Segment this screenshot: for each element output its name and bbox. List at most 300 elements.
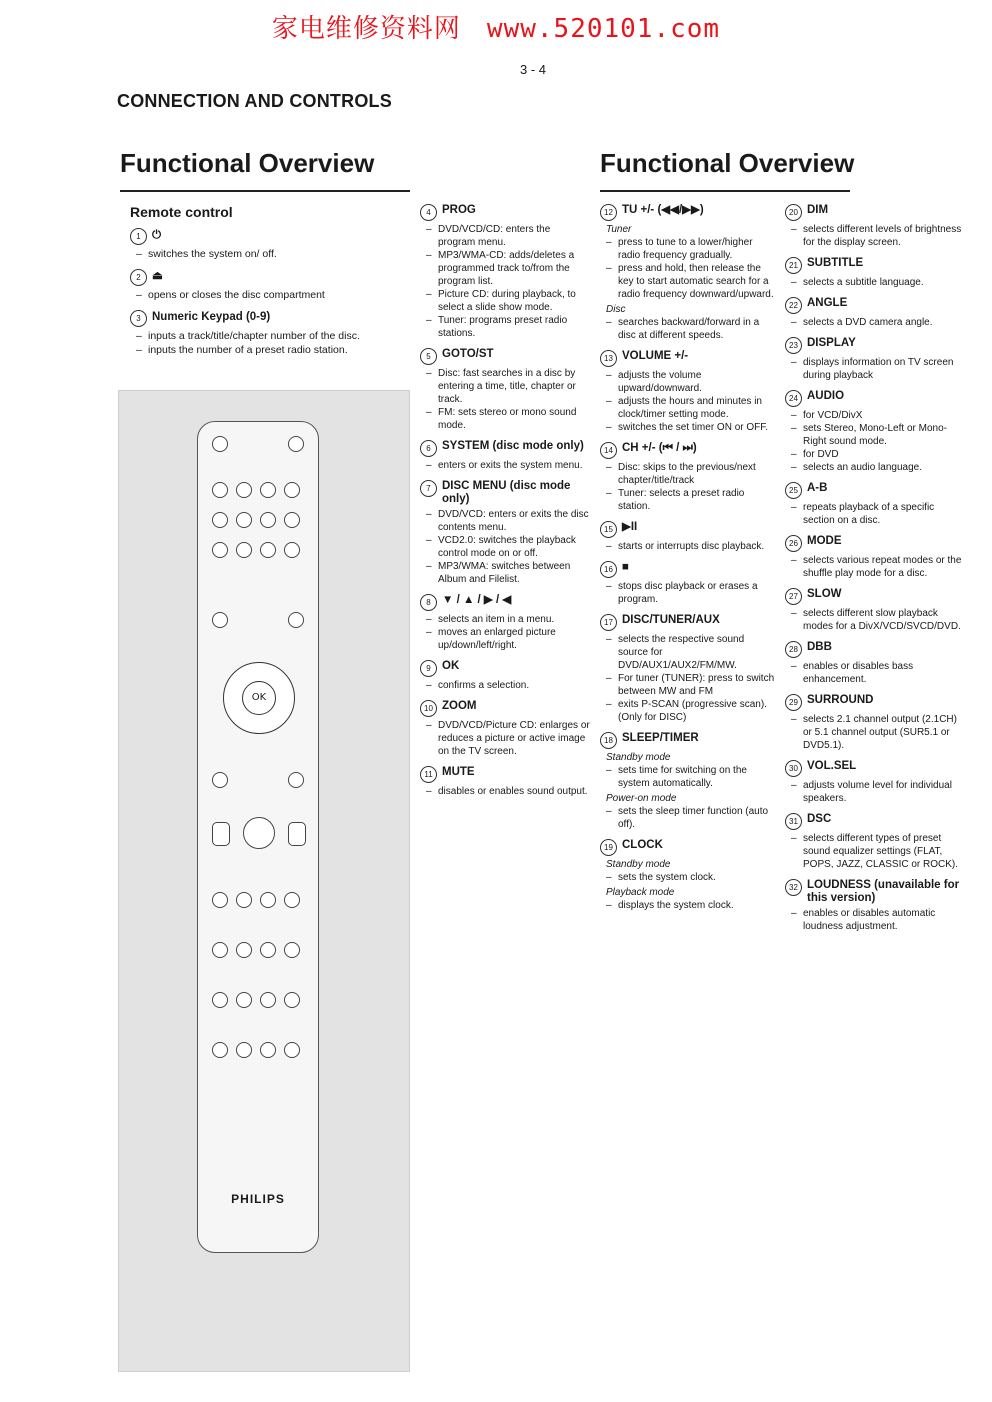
item-line [420, 560, 590, 586]
item-title: ▶II [622, 521, 638, 533]
line-text: for VCD/DivX [803, 410, 863, 421]
item-number-badge: 31 [785, 813, 802, 830]
item-heading [785, 588, 965, 605]
line-dash: – [426, 315, 432, 326]
list-item [785, 390, 965, 474]
line-dash: – [606, 263, 612, 274]
item-line [420, 367, 590, 406]
line-text: repeats playback of a specific section on a disc. [803, 502, 935, 526]
item-title: Numeric Keypad (0-9) [152, 311, 271, 323]
line-dash: – [791, 277, 797, 288]
item-number-badge: 1 [130, 228, 147, 245]
key-drawing [236, 512, 252, 528]
item-number-badge: 8 [420, 594, 437, 611]
item-title: DBB [807, 641, 832, 653]
key-drawing [260, 942, 276, 958]
item-line [600, 236, 775, 262]
item-line [130, 288, 390, 302]
line-dash: – [426, 368, 432, 379]
line-dash: – [426, 786, 432, 797]
key-drawing [284, 942, 300, 958]
column-1 [420, 204, 590, 806]
line-text: selects various repeat modes or the shuffle play mode for a disc. [803, 555, 962, 579]
ok-button-drawing: OK [242, 681, 276, 715]
item-line [600, 633, 775, 672]
item-line [420, 406, 590, 432]
item-line [785, 907, 965, 933]
key-drawing [236, 1042, 252, 1058]
line-text: inputs the number of a preset radio station. [148, 344, 348, 356]
item-line [600, 764, 775, 790]
line-dash: – [791, 908, 797, 919]
item-line [420, 223, 590, 249]
list-item [600, 732, 775, 831]
list-item [420, 700, 590, 758]
line-text: displays the system clock. [618, 900, 734, 911]
line-text: adjusts volume level for individual speakers. [803, 780, 952, 804]
line-text: sets time for switching on the system automatically. [618, 765, 747, 789]
item-line [785, 832, 965, 871]
item-number-badge: 10 [420, 700, 437, 717]
line-dash: – [426, 289, 432, 300]
item-line [785, 779, 965, 805]
item-title: CH +/- (⏮ / ⏭) [622, 442, 697, 454]
eject-button-drawing [288, 436, 304, 452]
line-dash: – [606, 900, 612, 911]
key-drawing [236, 482, 252, 498]
line-text: Tuner: selects a preset radio station. [618, 488, 745, 512]
line-dash: – [791, 714, 797, 725]
list-item [600, 614, 775, 724]
left-item-list [130, 228, 390, 365]
item-number-badge: 19 [600, 839, 617, 856]
line-dash: – [426, 561, 432, 572]
list-item [130, 310, 390, 357]
item-number-badge: 6 [420, 440, 437, 457]
key-drawing [212, 512, 228, 528]
item-number-badge: 26 [785, 535, 802, 552]
item-heading [420, 766, 590, 783]
line-text: inputs a track/title/chapter number of the disc. [148, 330, 360, 342]
item-heading [420, 440, 590, 457]
column-3 [785, 204, 965, 941]
list-item [420, 348, 590, 432]
line-dash: – [791, 780, 797, 791]
line-text: exits P-SCAN (progressive scan). (Only for DISC) [618, 699, 767, 723]
item-heading [600, 732, 775, 749]
item-line [785, 607, 965, 633]
item-line [785, 660, 965, 686]
item-line [785, 713, 965, 752]
line-dash: – [791, 661, 797, 672]
item-title: DISC/TUNER/AUX [622, 614, 720, 626]
line-text: switches the set timer ON or OFF. [618, 422, 769, 433]
item-line [600, 698, 775, 724]
item-number-badge: 18 [600, 732, 617, 749]
title-rule-right [600, 190, 850, 192]
key-drawing [236, 992, 252, 1008]
line-dash: – [426, 509, 432, 520]
item-line [420, 249, 590, 288]
line-text: sets Stereo, Mono-Left or Mono-Right sound mode. [803, 423, 947, 447]
line-dash: – [426, 250, 432, 261]
item-heading [420, 204, 590, 221]
item-title: ZOOM [442, 700, 477, 712]
line-text: stops disc playback or erases a program. [618, 581, 758, 605]
item-title: SLOW [807, 588, 842, 600]
item-heading [420, 348, 590, 365]
line-text: DVD/VCD: enters or exits the disc contents menu. [438, 509, 589, 533]
line-dash: – [606, 673, 612, 684]
line-text: displays information on TV screen during playback [803, 357, 954, 381]
key-drawing [260, 992, 276, 1008]
item-title: DISC MENU (disc mode only) [442, 480, 571, 505]
dpad-drawing [223, 662, 295, 734]
list-item [785, 760, 965, 805]
line-dash: – [136, 344, 142, 356]
line-dash: – [606, 699, 612, 710]
list-item [785, 588, 965, 633]
item-line [600, 395, 775, 421]
line-text: Picture CD: during playback, to select a slide show mode. [438, 289, 576, 313]
item-line [600, 672, 775, 698]
item-subheading: Disc [606, 304, 626, 315]
item-heading [785, 257, 965, 274]
line-dash: – [606, 806, 612, 817]
line-text: opens or closes the disc compartment [148, 289, 325, 301]
line-dash: – [426, 720, 432, 731]
item-number-badge: 9 [420, 660, 437, 677]
item-heading [785, 694, 965, 711]
list-item [785, 535, 965, 580]
line-dash: – [426, 407, 432, 418]
list-item [420, 594, 590, 652]
item-line [785, 461, 965, 474]
line-dash: – [791, 423, 797, 434]
item-number-badge: 7 [420, 480, 437, 497]
list-item [785, 204, 965, 249]
item-line [785, 223, 965, 249]
item-title: VOL.SEL [807, 760, 857, 772]
item-title: DISPLAY [807, 337, 856, 349]
list-item [785, 694, 965, 752]
item-heading [785, 390, 965, 407]
page-title: CONNECTION AND CONTROLS [117, 91, 392, 111]
line-dash: – [606, 488, 612, 499]
item-line [785, 422, 965, 448]
item-heading [600, 350, 775, 367]
item-heading [785, 204, 965, 221]
line-text: DVD/VCD/CD: enters the program menu. [438, 224, 551, 248]
key-drawing [236, 542, 252, 558]
list-item [785, 337, 965, 382]
line-text: MP3/WMA: switches between Album and Filelist. [438, 561, 571, 585]
item-title: TU +/- (◀◀/▶▶) [622, 204, 704, 216]
line-text: press and hold, then release the key to start automatic search for a radio frequency downward/upward. [618, 263, 774, 300]
item-title: SYSTEM (disc mode only) [442, 440, 584, 452]
line-text: selects the respective sound source for DVD/AUX1/AUX2/FM/MW. [618, 634, 745, 671]
item-line [600, 421, 775, 434]
item-line [785, 276, 965, 289]
line-text: DVD/VCD/Picture CD: enlarges or reduces a picture or active image on the TV screen. [438, 720, 590, 757]
item-line [600, 461, 775, 487]
item-line [600, 487, 775, 513]
item-line [600, 871, 775, 884]
volume-rocker-drawing [243, 817, 275, 849]
list-item [785, 813, 965, 871]
line-dash: – [606, 237, 612, 248]
item-line [420, 534, 590, 560]
item-heading [785, 641, 965, 658]
remote-control-title: Remote control [130, 204, 233, 220]
item-heading [600, 839, 775, 856]
section-title-left: Functional Overview [120, 148, 375, 178]
line-dash: – [426, 224, 432, 235]
line-text: enables or disables bass enhancement. [803, 661, 914, 685]
power-button-drawing [212, 436, 228, 452]
list-item [420, 440, 590, 472]
item-title: PROG [442, 204, 476, 216]
item-subheading: Standby mode [606, 859, 671, 870]
item-title: ANGLE [807, 297, 848, 309]
key-drawing [284, 992, 300, 1008]
key-drawing [260, 892, 276, 908]
list-item [420, 204, 590, 340]
key-drawing [284, 542, 300, 558]
item-line [785, 448, 965, 461]
item-heading [420, 480, 590, 506]
item-line [130, 247, 390, 261]
line-dash: – [791, 502, 797, 513]
line-dash: – [791, 462, 797, 473]
item-line [785, 554, 965, 580]
key-drawing [284, 1042, 300, 1058]
key-drawing [212, 892, 228, 908]
line-dash: – [606, 370, 612, 381]
item-title: ⏻ [152, 229, 162, 241]
key-drawing [284, 482, 300, 498]
key-drawing [260, 542, 276, 558]
line-dash: – [426, 680, 432, 691]
list-item [600, 442, 775, 513]
line-dash: – [136, 248, 142, 260]
item-heading [600, 614, 775, 631]
item-heading [785, 879, 965, 905]
line-dash: – [136, 330, 142, 342]
line-text: selects 2.1 channel output (2.1CH) or 5.1 channel output (SUR5.1 or DVD5.1). [803, 714, 957, 751]
item-number-badge: 24 [785, 390, 802, 407]
key-drawing [260, 512, 276, 528]
list-item [420, 660, 590, 692]
line-dash: – [426, 460, 432, 471]
line-text: disables or enables sound output. [438, 786, 588, 797]
item-subheading: Playback mode [606, 887, 675, 898]
line-text: sets the system clock. [618, 872, 716, 883]
item-title: ■ [622, 561, 629, 573]
line-text: VCD2.0: switches the playback control mode on or off. [438, 535, 576, 559]
list-item [420, 766, 590, 798]
section-title-right: Functional Overview [600, 148, 855, 178]
column-2 [600, 204, 775, 920]
item-line [785, 501, 965, 527]
item-number-badge: 3 [130, 310, 147, 327]
line-text: selects different types of preset sound equalizer settings (FLAT, POPS, JAZZ, CLASSIC or ROCK). [803, 833, 959, 870]
line-text: adjusts the volume upward/downward. [618, 370, 702, 394]
item-line [600, 540, 775, 553]
watermark [0, 8, 992, 45]
watermark-url: www.520101.com [486, 14, 721, 44]
remote-control-illustration [197, 421, 319, 1253]
line-text: Disc: fast searches in a disc by entering a time, title, chapter or track. [438, 368, 576, 405]
item-title: LOUDNESS (unavailable for this version) [807, 879, 960, 904]
item-number-badge: 11 [420, 766, 437, 783]
line-text: moves an enlarged picture up/down/left/right. [438, 627, 556, 651]
item-line [420, 719, 590, 758]
line-dash: – [791, 357, 797, 368]
line-text: FM: sets stereo or mono sound mode. [438, 407, 577, 431]
line-text: for DVD [803, 449, 839, 460]
item-number-badge: 28 [785, 641, 802, 658]
line-dash: – [791, 224, 797, 235]
item-title: A-B [807, 482, 828, 494]
line-text: switches the system on/ off. [148, 248, 277, 260]
item-line [785, 409, 965, 422]
item-number-badge: 21 [785, 257, 802, 274]
item-line [420, 613, 590, 626]
key-drawing [212, 942, 228, 958]
line-text: starts or interrupts disc playback. [618, 541, 765, 552]
list-item [600, 350, 775, 434]
line-text: selects different levels of brightness for the display screen. [803, 224, 962, 248]
item-heading [785, 297, 965, 314]
item-line [420, 288, 590, 314]
item-title: DSC [807, 813, 832, 825]
item-title: DIM [807, 204, 829, 216]
item-title: SLEEP/TIMER [622, 732, 699, 744]
remote-illustration-panel [118, 390, 410, 1372]
item-number-badge: 17 [600, 614, 617, 631]
line-text: Tuner: programs preset radio stations. [438, 315, 568, 339]
item-title: ▼ / ▲ / ▶ / ◀ [442, 594, 512, 606]
line-text: adjusts the hours and minutes in clock/timer setting mode. [618, 396, 762, 420]
item-title: AUDIO [807, 390, 845, 402]
line-dash: – [791, 833, 797, 844]
item-heading [600, 521, 775, 538]
item-line [600, 580, 775, 606]
line-text: enables or disables automatic loudness adjustment. [803, 908, 936, 932]
list-item [600, 561, 775, 606]
item-number-badge: 13 [600, 350, 617, 367]
key-drawing [236, 942, 252, 958]
system-button-drawing [212, 612, 228, 628]
line-dash: – [606, 396, 612, 407]
item-heading [785, 535, 965, 552]
item-line [130, 329, 390, 343]
list-item [130, 269, 390, 302]
item-heading [600, 442, 775, 459]
item-number-badge: 32 [785, 879, 802, 896]
line-text: For tuner (TUNER): press to switch between MW and FM [618, 673, 775, 697]
item-heading [420, 594, 590, 611]
item-number-badge: 20 [785, 204, 802, 221]
key-drawing [260, 1042, 276, 1058]
item-number-badge: 12 [600, 204, 617, 221]
key-drawing [284, 892, 300, 908]
item-number-badge: 4 [420, 204, 437, 221]
item-number-badge: 5 [420, 348, 437, 365]
line-text: selects an item in a menu. [438, 614, 555, 625]
line-text: MP3/WMA-CD: adds/deletes a programmed track to/from the program list. [438, 250, 575, 287]
item-title: SUBTITLE [807, 257, 864, 269]
item-subheading: Power-on mode [606, 793, 677, 804]
item-title: VOLUME +/- [622, 350, 689, 362]
line-text: press to tune to a lower/higher radio frequency gradually. [618, 237, 753, 261]
item-heading [130, 310, 390, 327]
item-title: CLOCK [622, 839, 663, 851]
line-text: selects a DVD camera angle. [803, 317, 933, 328]
item-title: SURROUND [807, 694, 874, 706]
item-line [600, 262, 775, 301]
watermark-cn: 家电维修资料网 [271, 14, 461, 44]
list-item [130, 228, 390, 261]
item-number-badge: 25 [785, 482, 802, 499]
list-item [785, 879, 965, 933]
channel-key-drawing [288, 822, 306, 846]
line-text: Disc: skips to the previous/next chapter/title/track [618, 462, 756, 486]
zoom-button-drawing [212, 772, 228, 788]
item-title: GOTO/ST [442, 348, 494, 360]
item-line [785, 356, 965, 382]
disc-menu-button-drawing [288, 612, 304, 628]
line-text: selects a subtitle language. [803, 277, 924, 288]
item-heading [785, 813, 965, 830]
key-drawing [212, 1042, 228, 1058]
line-text: selects an audio language. [803, 462, 922, 473]
item-title: MUTE [442, 766, 475, 778]
list-item [420, 480, 590, 586]
line-dash: – [426, 535, 432, 546]
key-drawing [212, 992, 228, 1008]
list-item [785, 641, 965, 686]
key-drawing [260, 482, 276, 498]
brand-logo: PHILIPS [231, 1192, 285, 1206]
item-line [600, 805, 775, 831]
key-drawing [236, 892, 252, 908]
item-heading [785, 337, 965, 354]
line-dash: – [426, 627, 432, 638]
mute-button-drawing [288, 772, 304, 788]
line-dash: – [791, 410, 797, 421]
item-line [600, 369, 775, 395]
line-dash: – [791, 555, 797, 566]
item-subheading: Tuner [606, 224, 632, 235]
item-heading [785, 482, 965, 499]
line-dash: – [606, 422, 612, 433]
line-dash: – [606, 634, 612, 645]
line-dash: – [606, 872, 612, 883]
line-dash: – [791, 317, 797, 328]
item-number-badge: 22 [785, 297, 802, 314]
line-text: sets the sleep timer function (auto off). [618, 806, 769, 830]
line-text: enters or exits the system menu. [438, 460, 583, 471]
line-dash: – [606, 765, 612, 776]
title-rule-left [120, 190, 410, 192]
item-heading [130, 228, 390, 245]
item-line [785, 316, 965, 329]
line-text: searches backward/forward in a disc at different speeds. [618, 317, 760, 341]
item-number-badge: 15 [600, 521, 617, 538]
item-title: ⏏ [152, 270, 163, 282]
